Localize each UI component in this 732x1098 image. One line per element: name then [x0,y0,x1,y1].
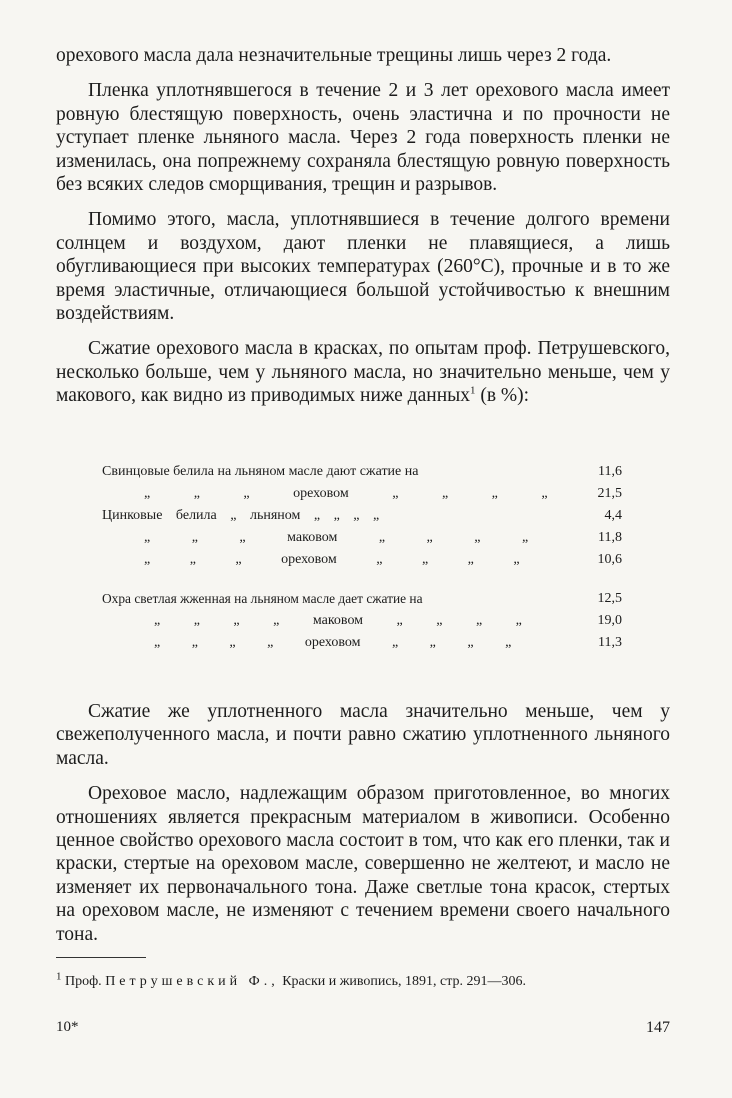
paragraph-sun-air-oils: Помимо этого, масла, уплотнявшиеся в течение долгого времени солнцем и воздухом, дают пленки не плавящиеся, а лишь обугливающиеся при высоких температурах (260°C), прочные и в то же время эластичные, отличающиеся большой устойчивостью к внешним воздействиям. [56,209,670,325]
row-value: 11,8 [598,530,622,545]
shrinkage-table-whites [102,461,622,571]
footnote-author: Петрушевский Ф., [105,974,279,989]
paragraph-shrinkage-intro [56,337,670,407]
bottom-text-block [56,700,670,946]
table-row [102,549,622,571]
paragraph-walnut-oil-value: Ореховое масло, надлежащим образом приготовленное, во многих отношениях является прекрасным материалом в живописи. Особенно ценное свойство орехового масла состоит в том, что как его пленки, так и краски, стертые на ореховом масле, совершенно не желтеют, и масло не изменяет их первоначального тона. Даже светлые тона красок, стертых на ореховом масле, не изменяют с течением времени своего начального тона. [56,783,670,945]
row-label: „ „ „ ореховом „ „ „ „ [144,486,548,501]
row-label: Свинцовые белила на льняном масле дают сжатие на [102,464,419,479]
footnote [56,970,670,991]
table-row [102,610,622,632]
table-row [102,527,622,549]
row-label: „ „ „ „ маковом „ „ „ „ [154,613,522,628]
footnote-marker: 1 [56,970,62,983]
row-value: 4,4 [604,508,622,523]
row-label: „ „ „ „ ореховом „ „ „ „ [154,635,512,650]
row-value: 19,0 [597,613,622,628]
shrinkage-table-ochre [102,588,622,654]
paragraph-compacted-shrinkage: Сжатие же уплотненного масла значительно меньше, чем у свежеполученного масла, и почти равно сжатию уплотненного льняного масла. [56,701,670,769]
row-value: 12,5 [597,591,622,606]
paragraph-film-properties: Пленка уплотнявшегося в течение 2 и 3 лет орехового масла имеет ровную блестящую поверхность, очень эластична и по прочности не уступает пленке льняного масла. Через 2 года поверхность пленки не изменилась, она попрежнему сохраняла блестящую ровную поверхность без всяких следов сморщивания, трещин и разрывов. [56,80,670,196]
row-value: 11,6 [598,464,622,479]
footnote-prefix: Проф. [65,974,102,989]
footnote-ref: 1 [469,384,476,397]
row-label: „ „ „ ореховом „ „ „ „ [144,552,520,567]
table-row [102,461,622,483]
row-value: 10,6 [597,552,622,567]
row-value: 21,5 [597,486,622,501]
table-row [102,632,622,654]
page-number: 147 [646,1019,670,1036]
paragraph-continuation: орехового масла дала незначительные трещины лишь через 2 года. [56,45,612,66]
footnote-divider [56,957,146,958]
row-label: „ „ „ маковом „ „ „ „ [144,530,529,545]
row-label: Цинковые белила „ льняном „ „ „ „ [102,508,380,523]
table-row [102,505,622,527]
top-text-block [56,44,670,408]
table-row [102,483,622,505]
shrinkage-intro-suffix: (в %): [475,385,530,407]
footnote-citation: Краски и живопись, 1891, стр. 291—306. [282,974,527,989]
row-value: 11,3 [598,635,622,650]
table-row [102,588,622,610]
row-label: Охра светлая жженная на льняном масле дает сжатие на [102,591,423,606]
shrinkage-intro-text: Сжатие орехового масла в красках, по опытам проф. Петрушевского, несколько больше, чем у льняного масла, но значительно меньше, чем у макового, как видно из приводимых ниже данных [56,338,670,407]
signature-mark: 10* [56,1019,79,1035]
